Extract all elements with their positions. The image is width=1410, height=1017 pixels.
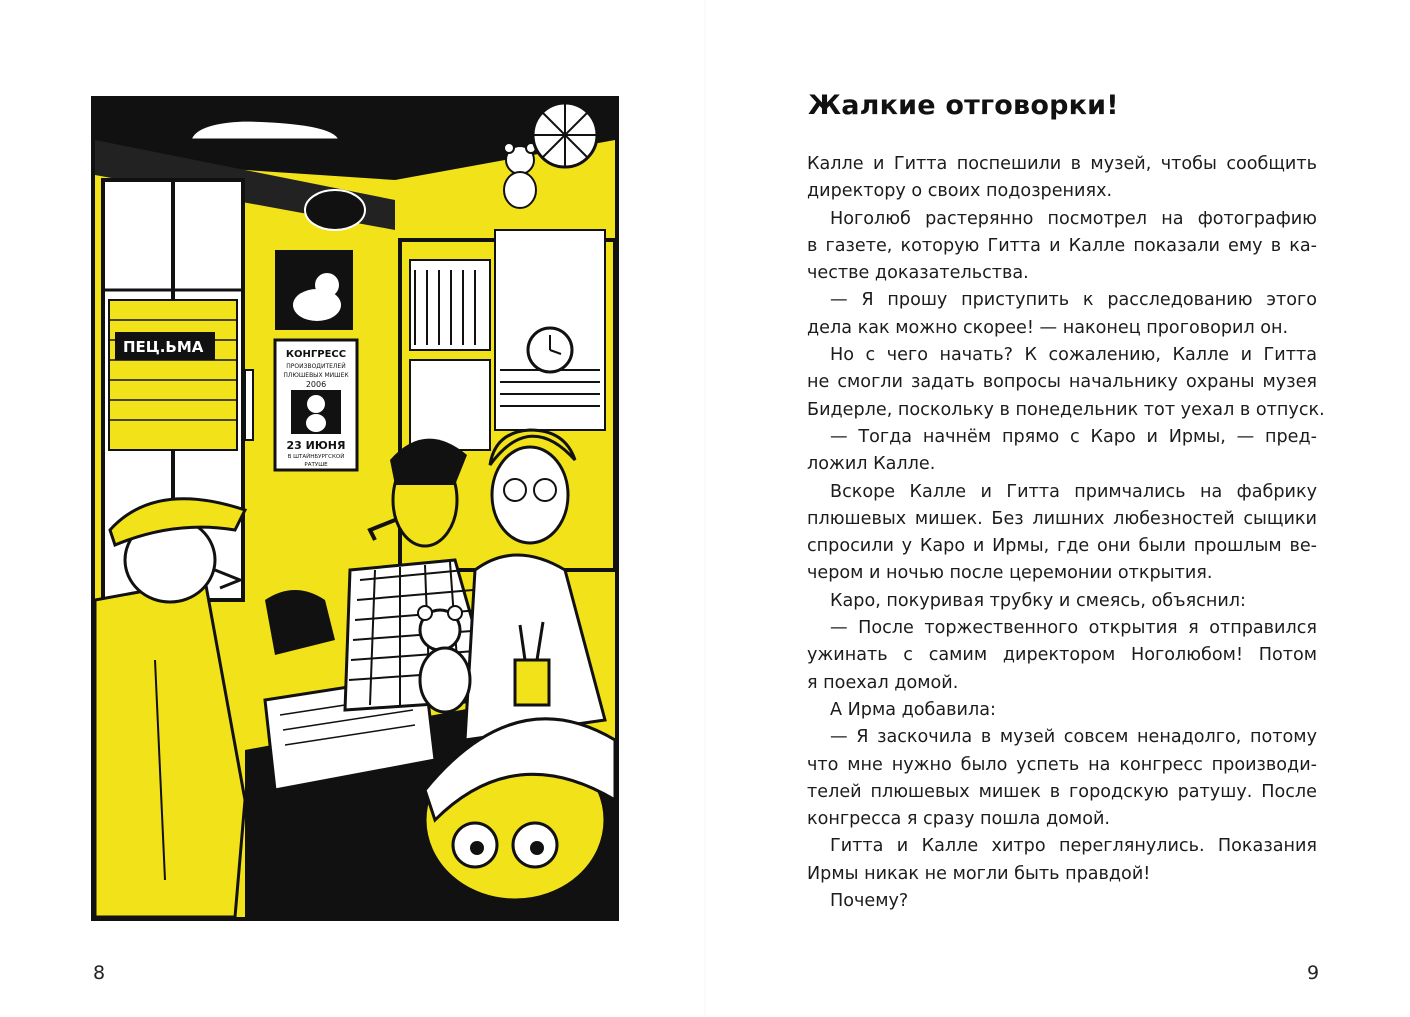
comic-illustration <box>91 96 619 921</box>
text-line: Гитта и Калле хитро переглянулись. Показания <box>830 836 1317 857</box>
text-line: ужинать с самим директором Ноголюбом! Потом <box>807 645 1317 666</box>
text-line: не смогли задать вопросы начальнику охраны музея <box>807 372 1317 393</box>
poster-subtitle-2: ПЛЮШЕВЫХ МИШЕК <box>283 372 349 379</box>
text-line: чером и ночью после церемонии открытия. <box>807 563 1213 584</box>
text-line: плюшевых мишек. Без лишних любезностей сыщики <box>807 508 1317 529</box>
poster-subtitle-1: ПРОИЗВОДИТЕЛЕЙ <box>286 363 346 370</box>
text-line: телей плюшевых мишек в городскую ратушу. После <box>807 781 1317 802</box>
text-line: — После торжественного открытия я отправился <box>830 618 1317 639</box>
text-line: — Я прошу приступить к расследованию этого <box>830 290 1317 311</box>
story-text <box>807 151 1325 915</box>
text-line: ложил Калле. <box>807 454 936 475</box>
page-fold <box>704 0 706 1017</box>
text-line: в газете, которую Гитта и Калле показали ему в ка- <box>807 235 1317 256</box>
text-line: что мне нужно было успеть на конгресс производи- <box>807 754 1317 775</box>
chapter-title: Жалкие отговорки! <box>808 90 1119 121</box>
poster-place-2: РАТУШЕ <box>304 462 328 468</box>
office-scene-drawing <box>95 100 615 917</box>
congress-poster <box>275 340 357 470</box>
pencil-cup <box>515 660 549 705</box>
page-number-right: 9 <box>1307 962 1320 984</box>
text-line: Вскоре Калле и Гитта примчались на фабрику <box>830 481 1317 502</box>
text-line: директору о своих подозрениях. <box>807 181 1113 202</box>
text-line: — Тогда начнём прямо с Каро и Ирмы, — пред- <box>830 426 1317 447</box>
text-line: Ноголюб растерянно посмотрел на фотографию <box>830 208 1317 229</box>
text-line: Почему? <box>830 891 909 912</box>
text-line: я поехал домой. <box>807 672 959 693</box>
text-line: Ирмы никак не могли быть правдой! <box>807 863 1151 884</box>
poster-date: 23 ИЮНЯ <box>286 439 346 452</box>
poster-place-1: В ШТАЙНБУРГСКОЙ <box>287 454 345 460</box>
text-line: честве доказательства. <box>807 263 1029 284</box>
text-line: Но с чего начать? К сожалению, Калле и Гитта <box>830 345 1317 366</box>
poster-title: КОНГРЕСС <box>285 349 347 360</box>
text-line: конгресса я сразу пошла домой. <box>807 809 1110 830</box>
window-sign: ПЕЦ.ЬМА <box>123 338 204 356</box>
poster-year: 2006 <box>305 380 327 389</box>
text-line: Каро, покуривая трубку и смеясь, объяснил: <box>830 590 1246 611</box>
text-line: — Я заскочила в музей совсем ненадолго, потому <box>830 727 1317 748</box>
page-number-left: 8 <box>93 962 106 984</box>
text-line: А Ирма добавила: <box>830 699 996 720</box>
text-line: Калле и Гитта поспешили в музей, чтобы сообщить <box>807 154 1317 174</box>
text-line: спросили у Каро и Ирмы, где они были прошлым ве- <box>807 536 1317 557</box>
text-line: Бидерле, поскольку в понедельник тот уехал в отпуск. <box>807 399 1325 420</box>
text-line: дела как можно скорее! — наконец проговорил он. <box>807 317 1289 338</box>
